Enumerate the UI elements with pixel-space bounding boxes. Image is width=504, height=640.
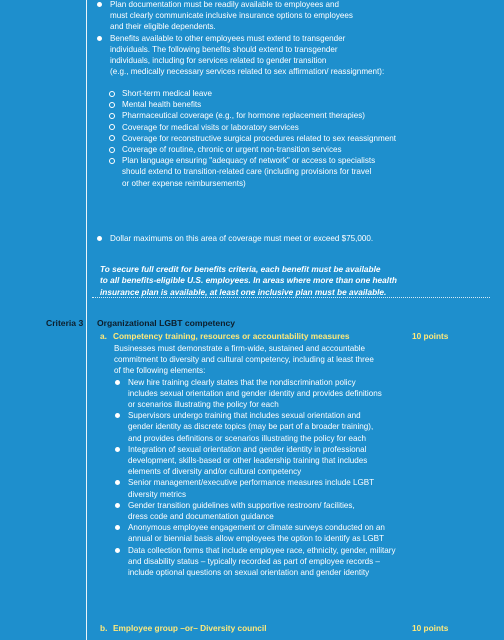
text-line: Pharmaceutical coverage (e.g., for hormone replacement therapies)	[122, 111, 365, 121]
text-line: annual or biennial basis allow employees the option to identify as LGBT	[128, 534, 385, 544]
text-line: must clearly communicate inclusive insurance options to employees	[110, 11, 353, 21]
text-line: dress code and documentation guidance	[128, 512, 274, 522]
circle-bullet-icon	[109, 91, 115, 97]
bullet-icon	[115, 447, 120, 452]
text-line: (e.g., medically necessary services related to sex affirmation/ reassignment):	[110, 67, 385, 77]
text-line: individuals, including for services related to gender transition	[110, 56, 327, 66]
list-item	[96, 233, 496, 244]
circle-bullet-icon	[109, 158, 115, 164]
intro-bullets-block	[96, 0, 496, 77]
text-line: Data collection forms that include employee race, ethnicity, gender, military	[128, 545, 396, 555]
text-line: or scenarios illustrating the policy for each	[128, 400, 279, 410]
list-item	[114, 377, 490, 411]
criteria-title: Organizational LGBT competency	[97, 318, 235, 328]
text-line: elements of diversity and/or cultural competency	[128, 467, 302, 477]
list-item	[114, 545, 490, 579]
circle-bullet-icon	[109, 113, 115, 119]
section-a-title: Competency training, resources or accountability measures	[113, 331, 350, 341]
sub-bullets-block	[96, 88, 496, 189]
text-line: Anonymous employee engagement or climate surveys conducted on an	[128, 523, 385, 533]
section-a-heading	[100, 331, 350, 341]
list-item	[96, 155, 496, 189]
text-line: include optional questions on sexual orientation and gender identity	[128, 568, 370, 578]
text-line: gender identity as discrete topics (may be part of a broader training),	[128, 422, 374, 432]
circle-bullet-icon	[109, 102, 115, 108]
list-item	[114, 522, 490, 544]
text-line: Plan documentation must be readily available to employees and	[110, 0, 340, 9]
list-item	[96, 33, 496, 78]
text-line: Integration of sexual orientation and gender identity in professional	[128, 444, 367, 454]
benefits-note	[100, 264, 490, 298]
bullet-icon	[115, 525, 120, 530]
dotted-divider	[92, 297, 490, 298]
list-item	[96, 122, 496, 133]
text-line: to all benefits-eligible U.S. employees. In areas where more than one health	[100, 275, 397, 286]
circle-bullet-icon	[109, 135, 115, 141]
text-line: and disability status – typically recorded as part of employee records –	[128, 556, 380, 566]
text-line: commitment to diversity and cultural competency, including at least three	[114, 355, 374, 365]
text-line: individuals. The following benefits should extend to transgender	[110, 44, 338, 54]
text-line: Benefits available to other employees must extend to transgender	[110, 33, 346, 43]
text-line: Coverage of routine, chronic or urgent non-transition services	[122, 145, 342, 155]
text-line: and provides definitions or scenarios illustrating the policy for each	[128, 433, 366, 443]
bullet-icon	[97, 2, 102, 7]
text-line: includes sexual orientation and gender identity and provides definitions	[128, 388, 382, 398]
criteria-label: Criteria 3	[46, 318, 84, 328]
section-b-heading	[100, 623, 267, 633]
circle-bullet-icon	[109, 147, 115, 153]
bullet-icon	[115, 413, 120, 418]
section-a-letter: a.	[100, 331, 107, 341]
text-line: Supervisors undergo training that includes sexual orientation and	[128, 411, 361, 421]
text-line: should extend to transition-related care (including provisions for travel	[122, 167, 372, 177]
bullet-icon	[115, 548, 120, 553]
text-line: or other expense reimbursements)	[122, 178, 246, 188]
bullet-icon	[97, 236, 102, 241]
list-item	[114, 500, 490, 522]
text-line: New hire training clearly states that the nondiscrimination policy	[128, 377, 356, 387]
text-line: Short-term medical leave	[122, 89, 212, 98]
section-b-title: Employee group –or– Diversity council	[113, 623, 267, 633]
bullet-icon	[97, 36, 102, 41]
column-divider	[86, 0, 87, 640]
text-line: Coverage for medical visits or laboratory services	[122, 122, 299, 132]
text-line: development, skills-based or other leadership training that includes	[128, 456, 368, 466]
list-item	[96, 99, 496, 110]
text-line: Senior management/executive performance measures include LGBT	[128, 478, 375, 488]
text-line: Mental health benefits	[122, 100, 202, 110]
bullet-icon	[115, 503, 120, 508]
list-item	[114, 444, 490, 478]
list-item	[114, 477, 490, 499]
dollar-bullet-text: Dollar maximums on this area of coverage must meet or exceed $75,000.	[110, 234, 374, 243]
bullet-icon	[115, 480, 120, 485]
text-line: diversity metrics	[128, 489, 187, 499]
text-line: of the following elements:	[114, 366, 206, 376]
text-line: Coverage for reconstructive surgical procedures related to sex reassignment	[122, 133, 396, 143]
list-item	[114, 410, 490, 444]
list-item	[96, 133, 496, 144]
text-line: insurance plan is available, at least one inclusive plan must be available.	[100, 286, 387, 297]
section-b-letter: b.	[100, 623, 108, 633]
text-line: Businesses must demonstrate a firm-wide, sustained and accountable	[114, 344, 366, 353]
section-a-body	[114, 343, 490, 578]
circle-bullet-icon	[109, 124, 115, 130]
section-b-points: 10 points	[412, 623, 449, 633]
text-line: To secure full credit for benefits criteria, each benefit must be available	[100, 264, 381, 274]
text-line: and their eligible dependents.	[110, 22, 216, 32]
text-line: Plan language ensuring "adequacy of network" or access to specialists	[122, 156, 376, 166]
section-a-points: 10 points	[412, 331, 449, 341]
list-item	[96, 0, 496, 33]
list-item	[96, 88, 496, 99]
list-item	[96, 144, 496, 155]
text-line: Gender transition guidelines with supportive restroom/ facilities,	[128, 500, 355, 510]
bullet-icon	[115, 380, 120, 385]
list-item	[96, 110, 496, 121]
dollar-bullet-block	[96, 233, 496, 244]
